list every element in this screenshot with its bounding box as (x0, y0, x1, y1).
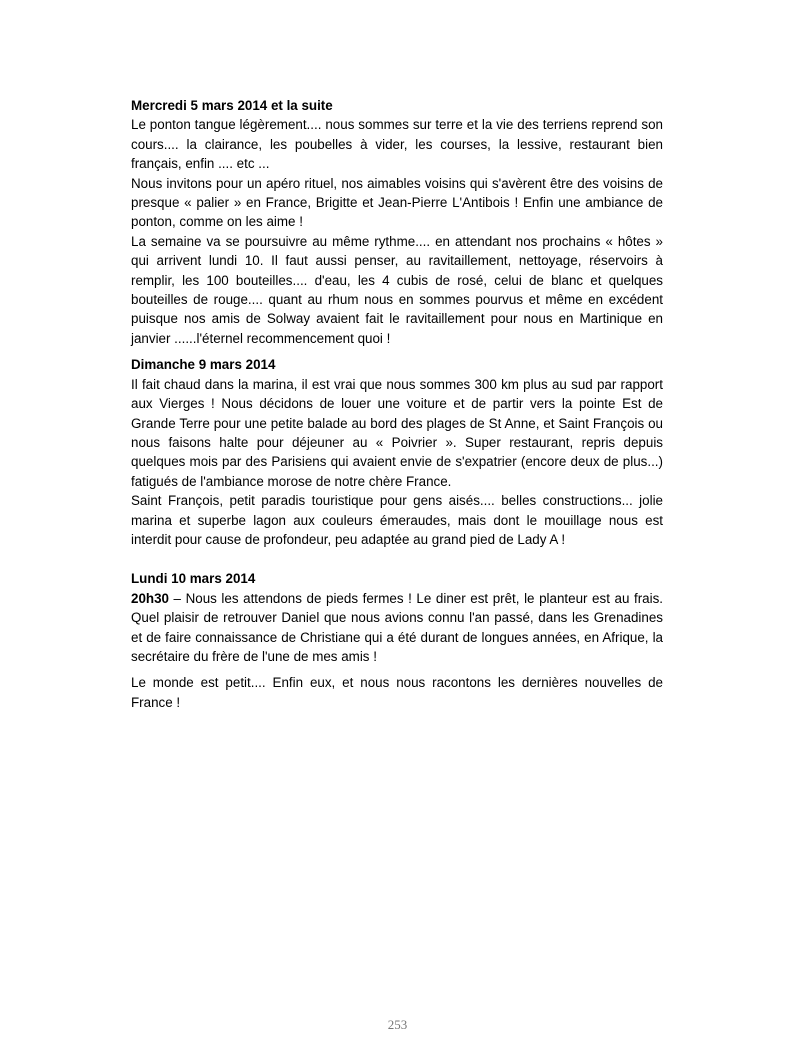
entry-title: Mercredi 5 mars 2014 et la suite (131, 98, 333, 113)
time-label: 20h30 (131, 590, 169, 606)
paragraph: Nous invitons pour un apéro rituel, nos aimables voisins qui s'avèrent être des voisins de presque « palier » en France, Brigitte et Jean-Pierre L'Antibois ! Enfin une ambiance de ponton, comme on les aime ! (131, 175, 663, 230)
paragraph (131, 589, 663, 667)
entry-title: Dimanche 9 mars 2014 (131, 357, 276, 373)
paragraph: Le ponton tangue légèrement.... nous sommes sur terre et la vie des terriens reprend son cours.... la clairance, les poubelles à vider, les courses, la lessive, restaurant bien français, enfin .... etc ... (131, 117, 663, 172)
entry-mercredi (131, 96, 663, 348)
paragraph: Il fait chaud dans la marina, il est vrai que nous sommes 300 km plus au sud par rapport aux Vierges ! Nous décidons de louer une voiture et de partir vers la pointe Est de Grande Terre pour une petite balade au bord des plages de St Anne, et Saint François ou nous faisons halte pour déjeuner au « Poivrier ». Super restaurant, repris depuis quelques mois par des Parisiens qui avaient envie de s'expatrier (encore deux de plus...) fatigués de l'ambiance morose de notre chère France. (131, 376, 663, 489)
page-number: 253 (387, 1017, 408, 1032)
entry-lundi (131, 569, 663, 712)
paragraph: La semaine va se poursuivre au même rythme.... en attendant nos prochains « hôtes » qui arrivent lundi 10. Il faut aussi penser, au ravitaillement, nettoyage, réservoirs à remplir, les 100 bouteilles.... d'eau, les 4 cubis de rosé, celui de blanc et quelques bouteilles de rouge.... quant au rhum nous en sommes pourvus et même en excédent puisque nos amis de Solway avaient fait le ravitaillement pour nous en Martinique en janvier ......l'éternel recommencement quoi ! (131, 233, 663, 346)
paragraph-text: – Nous les attendons de pieds fermes ! Le diner est prêt, le planteur est au frais. Quel plaisir de retrouver Daniel que nous avions connu l'an passé, dans les Grenadines et de faire connaissance de Christiane qui a été durant de longues années, en Afrique, la secrétaire du frère de l'une de mes amis ! (131, 590, 663, 664)
paragraph: Le monde est petit.... Enfin eux, et nous nous racontons les dernières nouvelles de France ! (131, 675, 663, 710)
entry-title: Lundi 10 mars 2014 (131, 571, 256, 587)
paragraph: Saint François, petit paradis touristique pour gens aisés.... belles constructions... jolie marina et superbe lagon aux couleurs émeraudes, mais dont le mouillage nous est interdit pour cause de profondeur, peu adaptée au grand pied de Lady A ! (131, 493, 663, 547)
page-content (131, 96, 663, 712)
entry-dimanche (131, 355, 663, 549)
